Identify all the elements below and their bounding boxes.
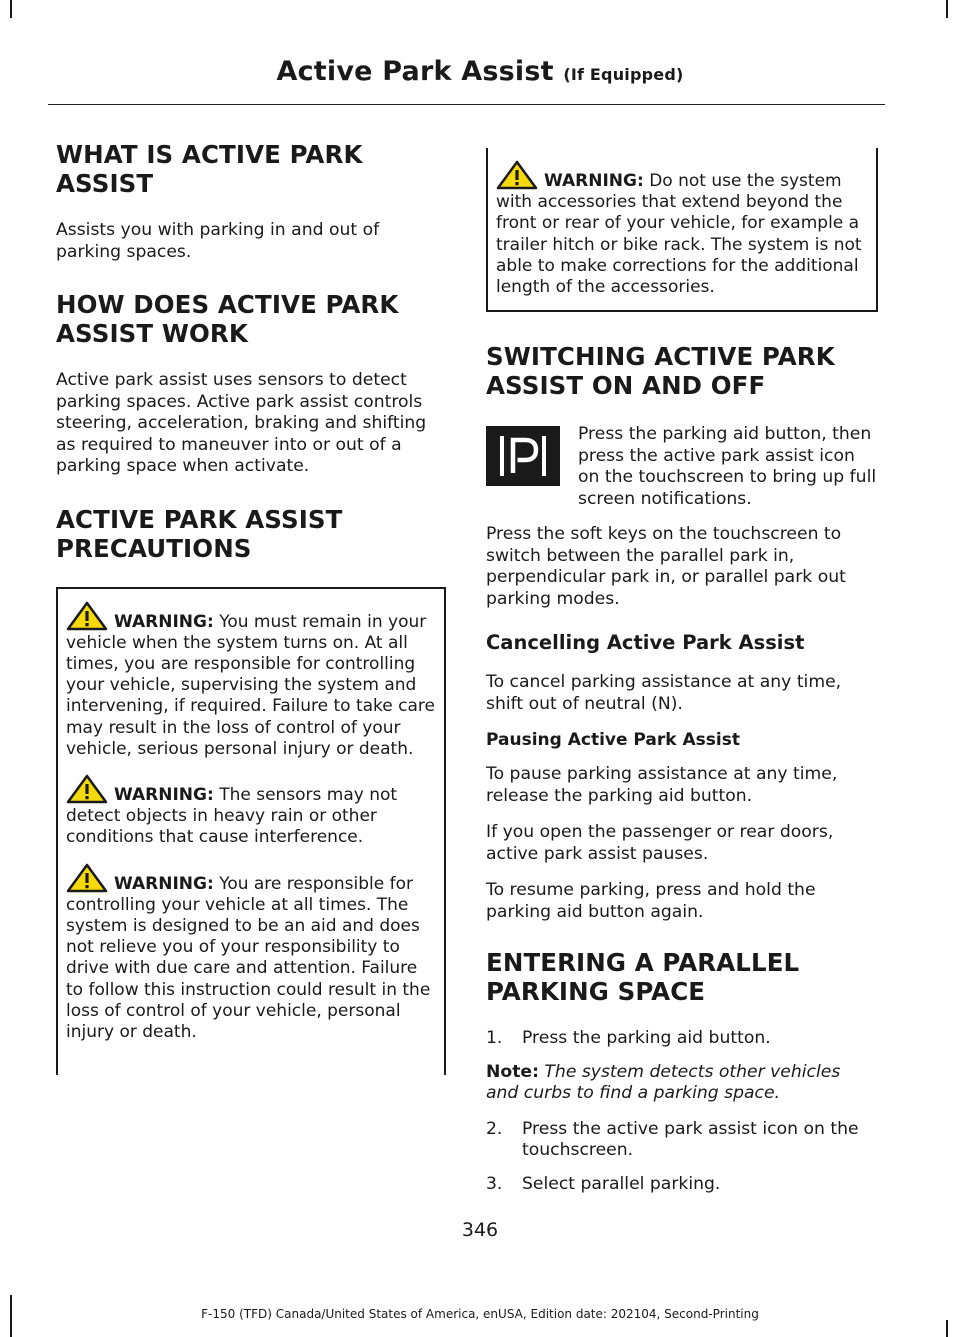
list-item: 2. Press the active park assist icon on the touchscreen.	[486, 1118, 859, 1161]
heading-entering-parallel: ENTERING A PARALLEL PARKING SPACE	[486, 948, 800, 1007]
paragraph-pause-1: To pause parking assistance at any time, release the parking aid button.	[486, 764, 838, 806]
crop-mark-top-left	[10, 0, 12, 18]
steps-list	[486, 1028, 878, 1050]
warning-text: You are responsible for controlling your vehicle at all times. The system is designed to be an aid and does not relieve you of your responsibility to drive with due care and attention. Failure to follow this instruction could result in the loss of control of your vehicle, personal injury or death.	[66, 873, 431, 1042]
paragraph-pause-3: To resume parking, press and hold the parking aid button again.	[486, 880, 816, 922]
list-item: 3. Select parallel parking.	[486, 1173, 721, 1194]
note-label: Note:	[486, 1061, 539, 1082]
left-column	[56, 140, 446, 1075]
crop-mark-top-right	[946, 0, 948, 18]
warning-box-precautions	[56, 587, 446, 1075]
list-item: 1. Press the parking aid button.	[486, 1028, 771, 1049]
page-number: 346	[461, 1219, 499, 1241]
warning-triangle-icon	[66, 774, 108, 804]
warning-2	[66, 774, 436, 849]
parking-aid-icon	[486, 426, 560, 486]
warning-text: The sensors may not detect objects in heavy rain or other conditions that cause interference.	[66, 784, 398, 848]
paragraph-pause-2: If you open the passenger or rear doors, active park assist pauses.	[486, 822, 834, 864]
page-header	[0, 56, 960, 87]
warning-accessories	[496, 160, 868, 298]
warning-text: Do not use the system with accessories that extend beyond the front or rear of your vehicle, for example a trailer hitch or bike rack. The system is not able to make corrections for the additional length of the accessories.	[496, 171, 862, 298]
header-title: Active Park Assist	[276, 56, 554, 87]
paragraph-what-is: Assists you with parking in and out of parking spaces.	[56, 220, 380, 262]
warning-triangle-icon	[66, 601, 108, 631]
heading-switching: SWITCHING ACTIVE PARK ASSIST ON AND OFF	[486, 342, 835, 401]
switch-1-text: Press the parking aid button, then press the active park assist icon on the touchscreen to bring up full screen notifications.	[578, 424, 877, 509]
footer-edition: F-150 (TFD) Canada/United States of America, enUSA, Edition date: 202104, Second-Printing	[201, 1307, 759, 1321]
switching-instructions	[486, 424, 878, 510]
warning-box-accessories	[486, 148, 878, 312]
right-column	[486, 148, 878, 1207]
header-subtitle: (If Equipped)	[563, 65, 684, 84]
paragraph-switch-2: Press the soft keys on the touchscreen to switch between the parallel park in, perpendicular park in, or parallel park out parking modes.	[486, 524, 846, 609]
warning-label: WARNING:	[544, 171, 644, 191]
heading-pausing: Pausing Active Park Assist	[486, 730, 740, 751]
heading-precautions: ACTIVE PARK ASSIST PRECAUTIONS	[56, 504, 343, 563]
header-rule	[48, 104, 885, 105]
heading-what-is: WHAT IS ACTIVE PARK ASSIST	[56, 140, 363, 198]
warning-text: You must remain in your vehicle when the system turns on. At all times, you are responsible for controlling your vehicle, supervising the system and intervening, if required. Failure to take care may result in the loss of control of your vehicle, serious personal injury or death.	[66, 611, 435, 759]
warning-1	[66, 601, 436, 760]
heading-how-it-works: HOW DOES ACTIVE PARK ASSIST WORK	[56, 290, 399, 348]
warning-triangle-icon	[496, 160, 538, 190]
warning-label: WARNING:	[114, 873, 214, 894]
note-text: The system detects other vehicles and curbs to find a parking space.	[486, 1061, 841, 1104]
warning-label: WARNING:	[114, 611, 214, 632]
crop-mark-bottom-right	[946, 1320, 948, 1337]
paragraph-cancel: To cancel parking assistance at any time, shift out of neutral (N).	[486, 672, 842, 714]
paragraph-how-it-works: Active park assist uses sensors to detect parking spaces. Active park assist controls steering, acceleration, braking and shifting as required to maneuver into or out of a parking space when activate.	[56, 370, 427, 476]
note	[486, 1062, 878, 1105]
warning-triangle-icon	[66, 863, 108, 893]
warning-3	[66, 863, 436, 1044]
warning-label: WARNING:	[114, 784, 214, 805]
heading-cancelling: Cancelling Active Park Assist	[486, 631, 805, 655]
steps-list-continued	[486, 1119, 878, 1196]
